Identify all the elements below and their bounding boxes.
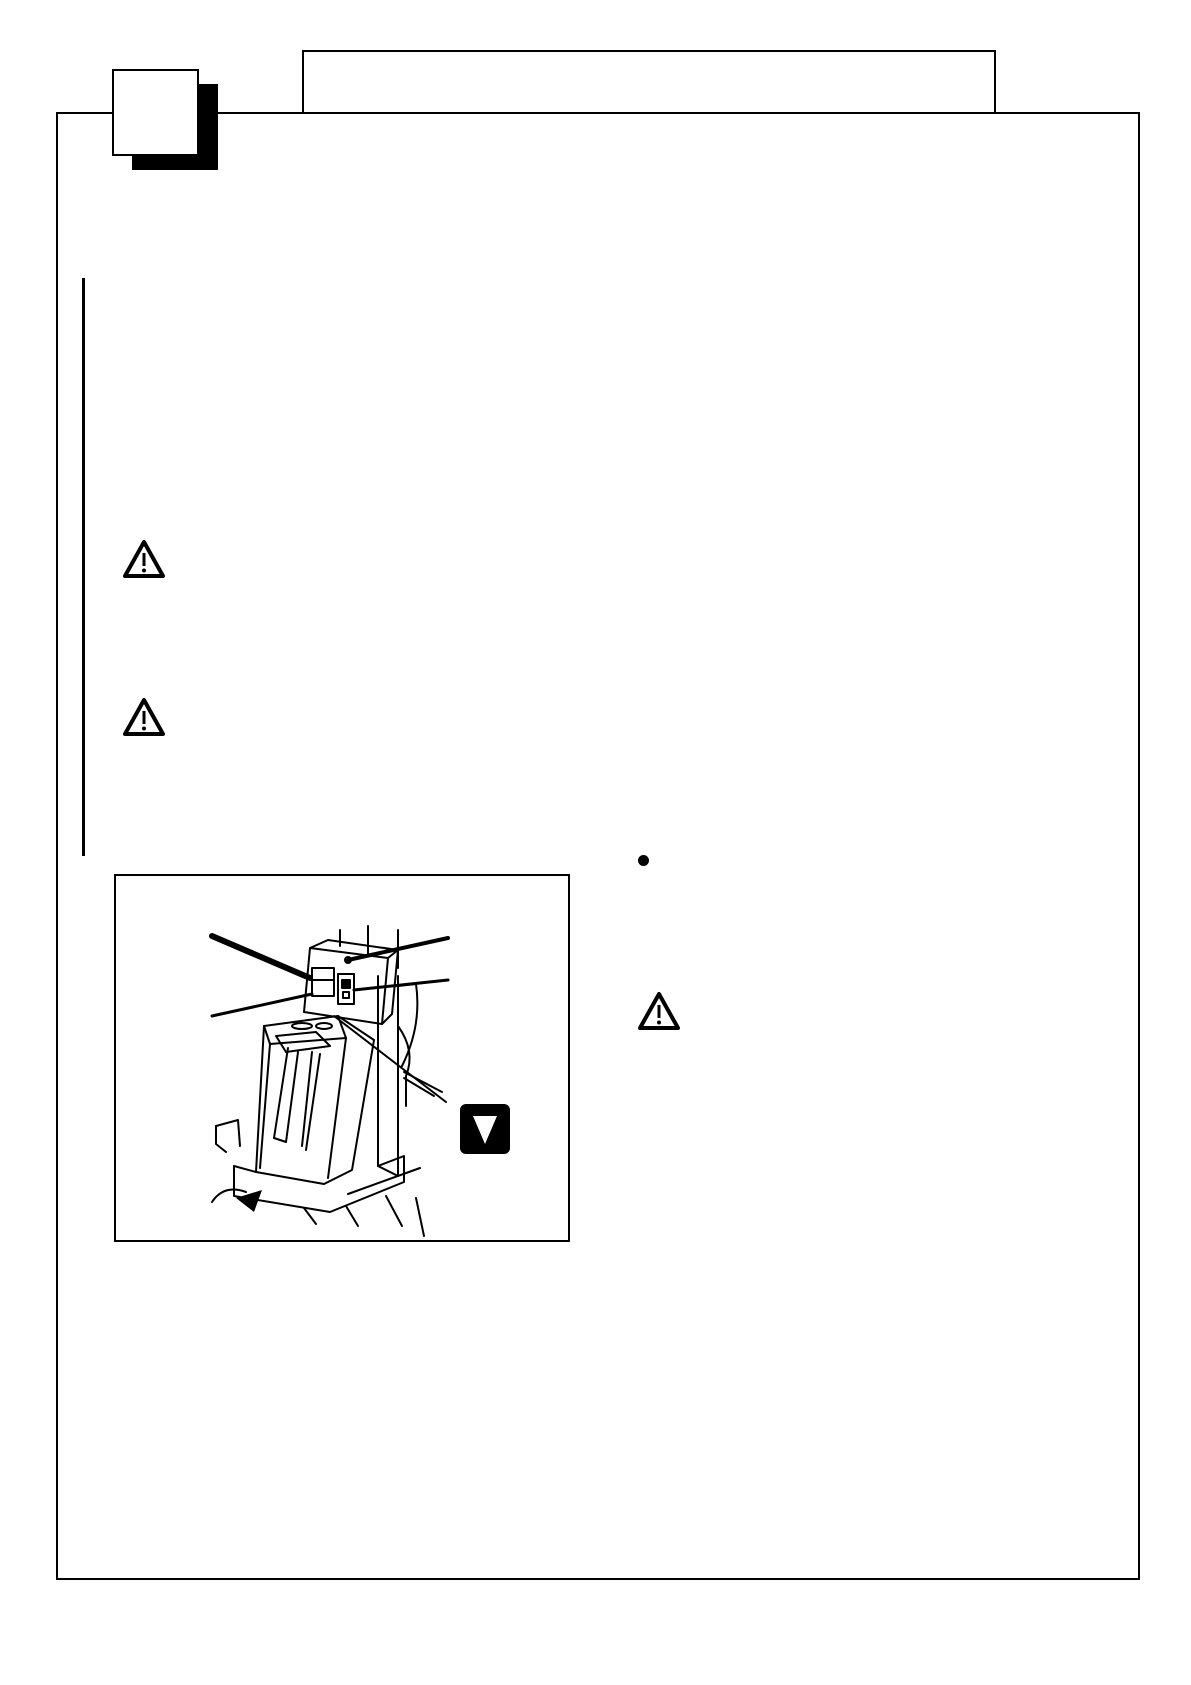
warning-triangle-icon — [122, 539, 166, 579]
bullet-dot-icon — [638, 855, 649, 866]
page-frame — [56, 112, 1140, 1580]
machine-illustration — [116, 876, 568, 1240]
warning-triangle-icon — [122, 697, 166, 737]
chapter-number-box — [112, 69, 199, 156]
header-tab — [302, 50, 996, 112]
warning-triangle-icon — [637, 991, 681, 1031]
down-triangle-icon — [460, 1104, 510, 1154]
illustration-figure — [114, 874, 570, 1242]
section-rule — [82, 278, 85, 856]
